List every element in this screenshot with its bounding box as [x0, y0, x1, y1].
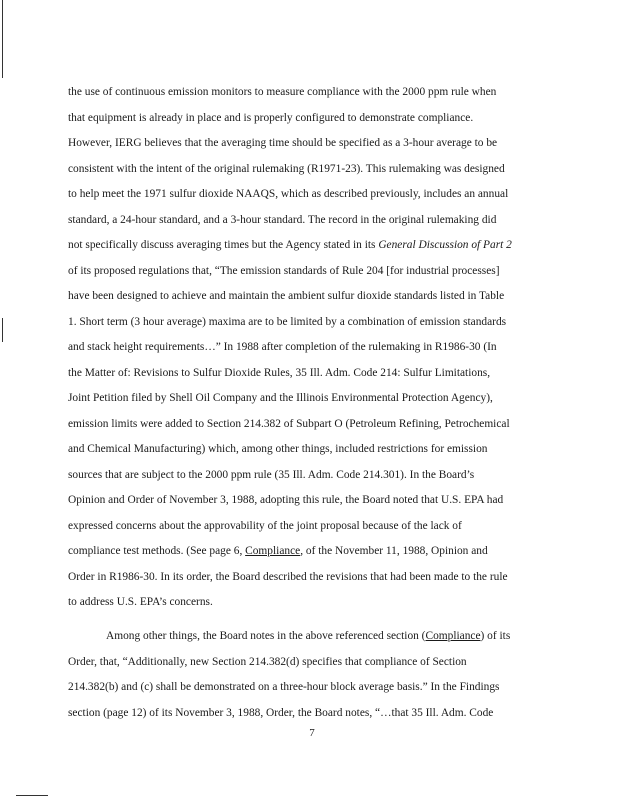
text-line: to help meet the 1971 sulfur dioxide NAAQS, which as described previously, includes an annual	[68, 188, 509, 200]
text-line: section (page 12) of its November 3, 1988, Order, the Board notes, “…that 35 Ill. Adm. Code	[68, 706, 494, 719]
text-line	[68, 541, 548, 561]
text-line: and Chemical Manufacturing) which, among other things, included restrictions for emission	[68, 443, 488, 455]
text-line: 214.382(b) and (c) shall be demonstrated on a three-hour block average basis.” In the Findings	[68, 681, 500, 693]
text-line: the Matter of: Revisions to Sulfur Dioxide Rules, 35 Ill. Adm. Code 214: Sulfur Limitations,	[68, 366, 491, 379]
text-line: have been designed to achieve and maintain the ambient sulfur dioxide standards listed in Table	[68, 290, 505, 302]
text-line: of its proposed regulations that, “The emission standards of Rule 204 [for industrial processes]	[68, 264, 500, 277]
text-line: However, IERG believes that the averaging time should be specified as a 3-hour average to be	[68, 137, 498, 149]
text-run: not specifically discuss averaging times but the Agency stated in its	[68, 239, 379, 251]
text-line: 1. Short term (3 hour average) maxima are to be limited by a combination of emission standards	[68, 315, 507, 328]
text-run: ) of its	[480, 630, 511, 642]
text-run: , of the November 11, 1988, Opinion and	[300, 545, 488, 557]
text-line: that equipment is already in place and is properly configured to demonstrate compliance.	[68, 111, 474, 124]
text-line: Joint Petition filed by Shell Oil Company and the Illinois Environmental Protection Agency),	[68, 392, 493, 404]
text-line: consistent with the intent of the original rulemaking (R1971-23). This rulemaking was designed	[68, 162, 505, 175]
text-line: Opinion and Order of November 3, 1988, adopting this rule, the Board noted that U.S. EPA had	[68, 494, 504, 506]
text-line: expressed concerns about the approvability of the joint proposal because of the lack of	[68, 519, 462, 532]
margin-rule-middle	[2, 318, 3, 342]
text-run: compliance test methods. (See page 6,	[68, 545, 246, 557]
text-line: sources that are subject to the 2000 ppm rule (35 Ill. Adm. Code 214.301). In the Board’s	[68, 468, 475, 481]
page-number: 7	[309, 727, 315, 739]
text-line: Order in R1986-30. In its order, the Board described the revisions that had been made to the rule	[68, 570, 508, 583]
text-line	[68, 626, 548, 646]
underlined-term: Compliance	[245, 545, 301, 557]
text-line: the use of continuous emission monitors to measure compliance with the 2000 ppm rule when	[68, 86, 497, 98]
italic-title: General Discussion of Part 2	[378, 239, 512, 251]
text-run: Among other things, the Board notes in the above referenced section (	[106, 630, 426, 642]
margin-rule-bottom	[16, 795, 48, 796]
text-line: and stack height requirements…” In 1988 after completion of the rulemaking in R1986-30 (In	[68, 341, 497, 353]
text-line: standard, a 24-hour standard, and a 3-hour standard. The record in the original rulemaking did	[68, 213, 497, 226]
text-line	[68, 235, 548, 255]
text-line: emission limits were added to Section 214.382 of Subpart O (Petroleum Refining, Petrochemical	[68, 417, 510, 430]
underlined-term: Compliance	[425, 630, 481, 642]
margin-rule-top	[2, 0, 3, 78]
text-line: to address U.S. EPA’s concerns.	[68, 596, 213, 608]
text-line: Order, that, “Additionally, new Section 214.382(d) specifies that compliance of Section	[68, 655, 467, 668]
